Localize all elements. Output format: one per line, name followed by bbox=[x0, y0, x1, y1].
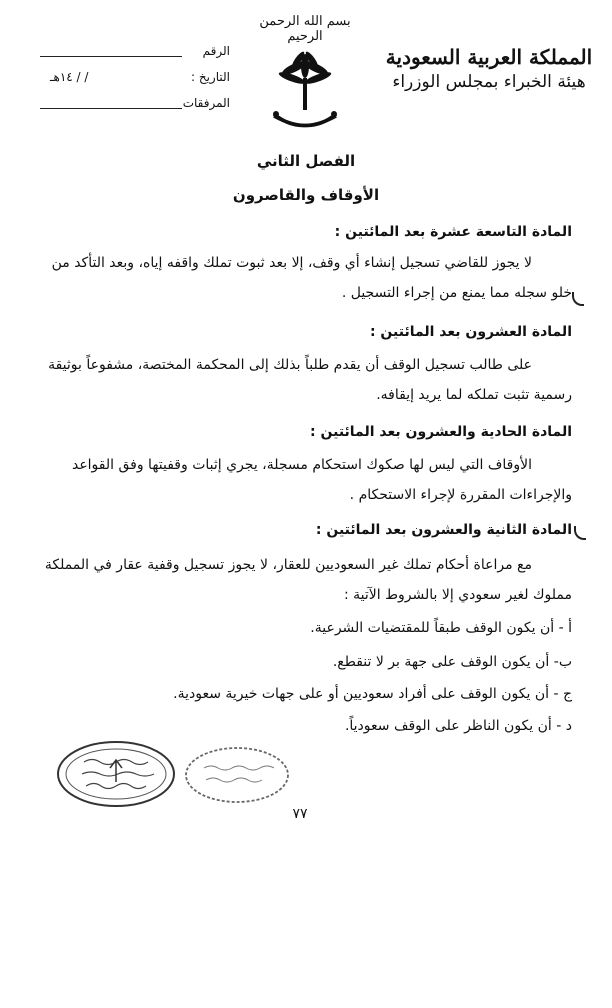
attachments-label: المرفقات bbox=[182, 96, 230, 110]
date-label: التاريخ : bbox=[190, 70, 230, 84]
kingdom-name: المملكة العربية السعودية bbox=[385, 45, 593, 69]
date-row bbox=[40, 66, 230, 92]
margin-mark bbox=[574, 526, 586, 540]
article-title: المادة الحادية والعشرون بعد المائتين : bbox=[310, 424, 572, 440]
condition-item: ج - أن يكون الوقف على أفراد سعوديين أو على جهات خيرية سعودية. bbox=[173, 686, 572, 702]
article-title: المادة التاسعة عشرة بعد المائتين : bbox=[334, 224, 572, 240]
issuer-block bbox=[384, 44, 594, 94]
condition-item: أ - أن يكون الوقف طبقاً للمقتضيات الشرعية. bbox=[310, 620, 572, 636]
authority-name: هيئة الخبراء بمجلس الوزراء bbox=[392, 72, 586, 92]
article-text: مع مراعاة أحكام تملك غير السعوديين للعقار، لا يجوز تسجيل وقفية عقار في المملكة مملوك لغير سعودي إلا بالشروط الآتية : bbox=[44, 557, 572, 603]
official-seal-icon bbox=[54, 738, 178, 810]
article-text: على طالب تسجيل الوقف أن يقدم طلباً بذلك إلى المحكمة المختصة، مشفوعاً بوثيقة رسمية تثبت تملكه لما يريد إيقافه. bbox=[48, 357, 572, 403]
chapter-subtitle: الأوقاف والقاصرون bbox=[232, 186, 380, 204]
reference-block bbox=[40, 40, 230, 118]
reference-number-row bbox=[40, 40, 230, 66]
condition-item: د - أن يكون الناظر على الوقف سعودياً. bbox=[344, 718, 572, 734]
attachments-row bbox=[40, 92, 230, 118]
date-value: / / ١٤هـ bbox=[50, 70, 89, 84]
basmala: بسم الله الرحمن الرحيم bbox=[259, 14, 351, 44]
number-label: الرقم bbox=[202, 44, 230, 58]
article-text: لا يجوز للقاضي تسجيل إنشاء أي وقف، إلا بعد ثبوت تملك واقفه إياه، وبعد التأكد من خلو سجله مما يمنع من إجراء التسجيل . bbox=[51, 255, 572, 301]
official-seal-icon bbox=[182, 744, 292, 806]
article-title: المادة العشرون بعد المائتين : bbox=[369, 324, 572, 340]
saudi-emblem-icon bbox=[270, 48, 340, 136]
chapter-title: الفصل الثاني bbox=[256, 152, 356, 170]
article-title: المادة الثانية والعشرون بعد المائتين : bbox=[315, 522, 572, 538]
condition-item: ب- أن يكون الوقف على جهة بر لا تنقطع. bbox=[332, 654, 572, 670]
article-text: الأوقاف التي ليس لها صكوك استحكام مسجلة، يجري إثبات وقفيتها وفق القواعد والإجراءات المقررة لإجراء الاستحكام . bbox=[71, 457, 572, 503]
page-number: ٧٧ bbox=[292, 806, 308, 822]
margin-mark bbox=[572, 292, 584, 306]
